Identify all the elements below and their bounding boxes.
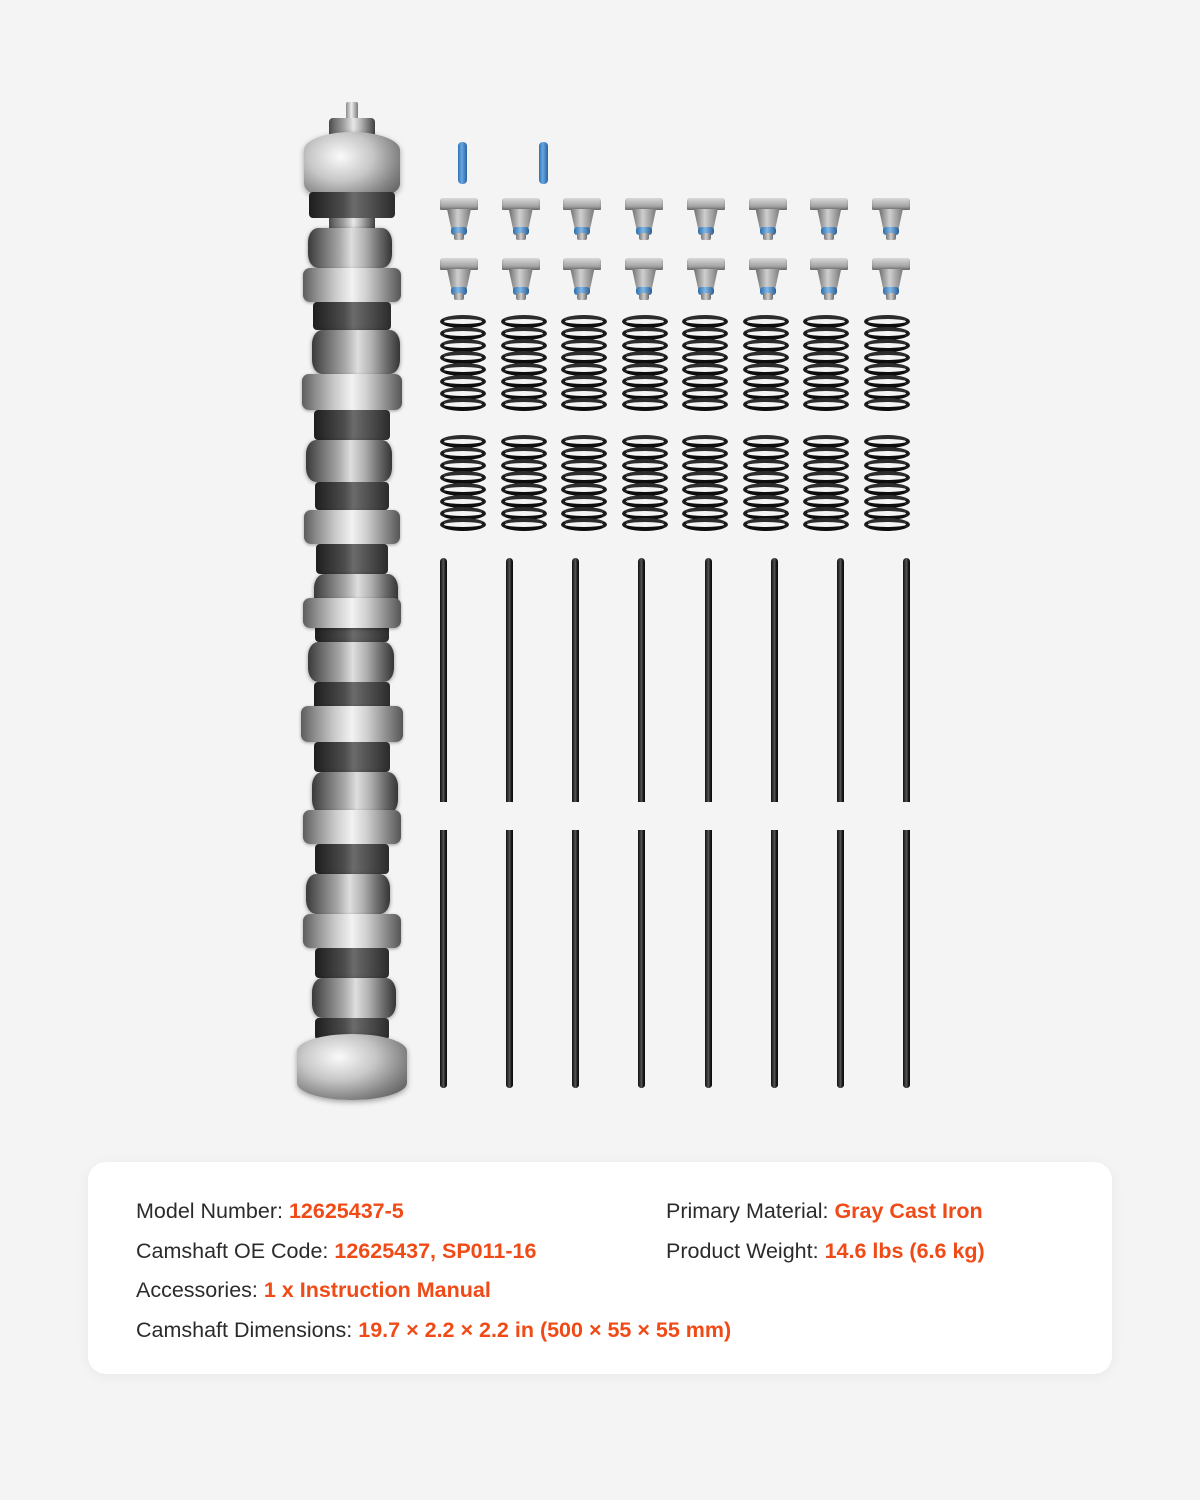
- camshaft-journal: [304, 510, 400, 544]
- valve-stem-seal: [872, 258, 910, 302]
- spec-value: 12625437, SP011-16: [334, 1238, 537, 1263]
- valve-stem-seal: [810, 258, 848, 302]
- pushrod: [572, 830, 579, 1088]
- spec-label: Accessories:: [136, 1278, 258, 1303]
- camshaft-band: [315, 482, 389, 510]
- pushrod: [638, 830, 645, 1088]
- camshaft-band: [315, 948, 389, 978]
- spec-label: Primary Material:: [666, 1199, 829, 1223]
- valve-spring: [743, 435, 789, 531]
- camshaft-band: [314, 742, 390, 772]
- valve-spring: [864, 315, 910, 411]
- spec-column-right: [666, 1198, 1072, 1344]
- specification-grid: [136, 1198, 1072, 1344]
- pushrod-row-2: [440, 830, 910, 1090]
- camshaft-band: [309, 192, 395, 218]
- camshaft-journal: [303, 810, 401, 844]
- valve-seal-row-1: [440, 198, 910, 242]
- valve-spring: [622, 435, 668, 531]
- camshaft-part: [288, 118, 416, 1080]
- valve-stem-seal: [810, 198, 848, 242]
- camshaft-band: [316, 544, 388, 574]
- valve-stem-seal: [563, 198, 601, 242]
- pushrod: [705, 830, 712, 1088]
- valve-spring: [440, 435, 486, 531]
- valve-spring: [682, 315, 728, 411]
- spec-label: Product Weight:: [666, 1238, 819, 1263]
- pushrod: [440, 830, 447, 1088]
- valve-spring: [561, 435, 607, 531]
- valve-stem-seal: [502, 258, 540, 302]
- valve-spring-row-2: [440, 435, 910, 531]
- valvetrain-parts-group: [440, 130, 910, 1090]
- valve-stem-seal: [502, 198, 540, 242]
- spec-label: Camshaft Dimensions:: [136, 1317, 353, 1342]
- valve-spring: [501, 435, 547, 531]
- camshaft-journal: [303, 268, 401, 302]
- valve-spring: [803, 435, 849, 531]
- valve-spring: [622, 315, 668, 411]
- camshaft-lobe: [308, 642, 394, 682]
- valve-stem-seal: [749, 258, 787, 302]
- camshaft-lobe: [306, 440, 392, 482]
- valve-stem-seal: [687, 198, 725, 242]
- camshaft-journal: [303, 598, 401, 628]
- camshaft-journal: [302, 374, 402, 410]
- valve-stem-seal: [625, 198, 663, 242]
- spec-row-model-number: [136, 1198, 666, 1226]
- spec-row-primary-material: [666, 1198, 1072, 1226]
- camshaft-band: [313, 302, 391, 330]
- valve-spring-row-1: [440, 315, 910, 411]
- valve-spring: [561, 315, 607, 411]
- valve-spring: [440, 315, 486, 411]
- valve-stem-seal: [625, 258, 663, 302]
- valve-spring: [501, 315, 547, 411]
- specification-card: [88, 1162, 1112, 1374]
- valve-spring: [682, 435, 728, 531]
- spec-row-product-weight: [666, 1238, 1072, 1266]
- camshaft-band: [315, 844, 389, 874]
- camshaft-rear-flange: [297, 1034, 407, 1100]
- spec-label: Model Number:: [136, 1199, 283, 1223]
- pushrod: [903, 830, 910, 1088]
- spec-column-left: [136, 1198, 732, 1344]
- camshaft-journal: [303, 914, 401, 948]
- spec-value: 1 x Instruction Manual: [263, 1278, 491, 1303]
- pushrod: [837, 830, 844, 1088]
- camshaft-lobe: [306, 874, 390, 914]
- valve-stem-seal: [440, 258, 478, 302]
- valve-stem-lock: [539, 142, 548, 184]
- valve-stem-seal: [749, 198, 787, 242]
- spec-row-dimensions: [136, 1317, 732, 1345]
- valve-stem-seal: [563, 258, 601, 302]
- camshaft-journal: [301, 706, 403, 742]
- camshaft-lobe: [312, 330, 400, 374]
- pushrod-row-gap: [440, 802, 910, 830]
- valve-stem-seal: [872, 198, 910, 242]
- valve-stem-lock: [458, 142, 467, 184]
- camshaft-lobe: [312, 978, 396, 1018]
- spec-row-oe-code: [136, 1238, 666, 1266]
- spec-value: Gray Cast Iron: [834, 1199, 983, 1223]
- valve-spring: [803, 315, 849, 411]
- spec-label: Camshaft OE Code:: [136, 1238, 329, 1263]
- spec-value: 14.6 lbs (6.6 kg): [824, 1238, 985, 1263]
- spec-value: 19.7 × 2.2 × 2.2 in (500 × 55 × 55 mm): [358, 1317, 732, 1342]
- spec-row-accessories: [136, 1277, 666, 1305]
- pushrod: [506, 830, 513, 1088]
- valve-seal-row-2: [440, 258, 910, 302]
- valve-stem-seal: [687, 258, 725, 302]
- pushrod: [771, 830, 778, 1088]
- valve-lock-row: [458, 142, 548, 184]
- valve-spring: [743, 315, 789, 411]
- valve-spring: [864, 435, 910, 531]
- valve-stem-seal: [440, 198, 478, 242]
- camshaft-lobe: [308, 228, 392, 268]
- camshaft-band: [314, 410, 390, 440]
- camshaft-lobe: [312, 772, 398, 814]
- spec-value: 12625437-5: [288, 1199, 404, 1223]
